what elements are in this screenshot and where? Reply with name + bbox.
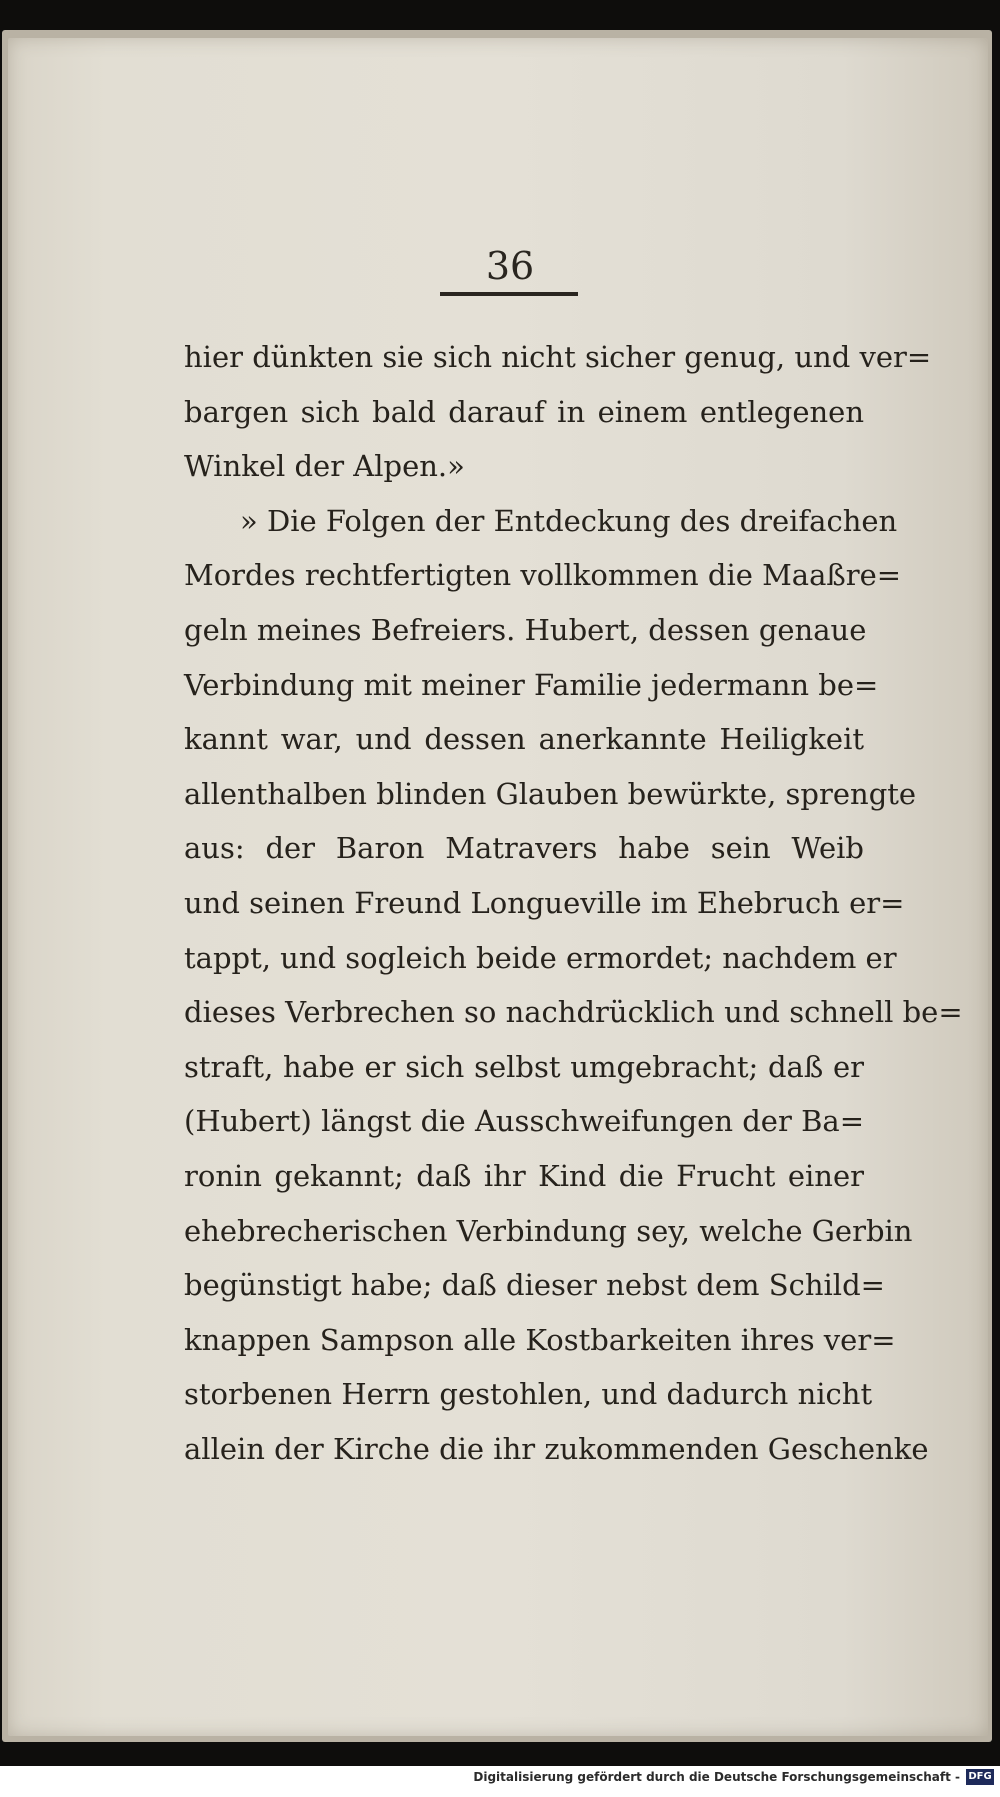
text-line: geln meines Befreiers. Hubert, dessen genaue	[184, 612, 867, 647]
text-line: Verbindung mit meiner Familie jedermann be=	[184, 667, 879, 702]
text-line: allein der Kirche die ihr zukommenden Geschenke	[184, 1431, 929, 1466]
text-line: knappen Sampson alle Kostbarkeiten ihres ver=	[184, 1322, 896, 1357]
text-line: (Hubert) längst die Ausschweifungen der Ba=	[184, 1104, 864, 1139]
body-text	[184, 330, 963, 1476]
text-line: Winkel der Alpen.»	[184, 449, 465, 484]
text-line: ehebrecherischen Verbindung sey, welche Gerbin	[184, 1213, 913, 1248]
text-line: ronin gekannt; daß ihr Kind die Frucht einer	[184, 1158, 864, 1193]
text-line: kannt war, und dessen anerkannte Heiligkeit	[184, 722, 864, 757]
text-line: begünstigt habe; daß dieser nebst dem Schild=	[184, 1268, 885, 1303]
dfg-logo: DFG	[966, 1769, 994, 1785]
text-line: straft, habe er sich selbst umgebracht; daß er	[184, 1049, 864, 1084]
text-line: » Die Folgen der Entdeckung des dreifachen	[240, 503, 898, 538]
page-number: 36	[485, 244, 535, 288]
text-line: aus: der Baron Matravers habe sein Weib	[184, 831, 864, 866]
text-line: bargen sich bald darauf in einem entlegenen	[184, 394, 864, 429]
text-line: tappt, und sogleich beide ermordet; nachdem er	[184, 940, 897, 975]
text-line: storbenen Herrn gestohlen, und dadurch nicht	[184, 1377, 873, 1412]
digitization-credit: Digitalisierung gefördert durch die Deutsche Forschungsgemeinschaft -	[473, 1770, 960, 1784]
text-line: allenthalben blinden Glauben bewürkte, sprengte	[184, 776, 917, 811]
text-line: Mordes rechtfertigten vollkommen die Maaßre=	[184, 558, 902, 593]
text-line: und seinen Freund Longueville im Ehebruch er=	[184, 885, 905, 920]
text-line: hier dünkten sie sich nicht sicher genug, und ver=	[184, 340, 932, 374]
text-line: dieses Verbrechen so nachdrücklich und schnell be=	[184, 995, 963, 1030]
page-number-rule	[440, 292, 578, 296]
